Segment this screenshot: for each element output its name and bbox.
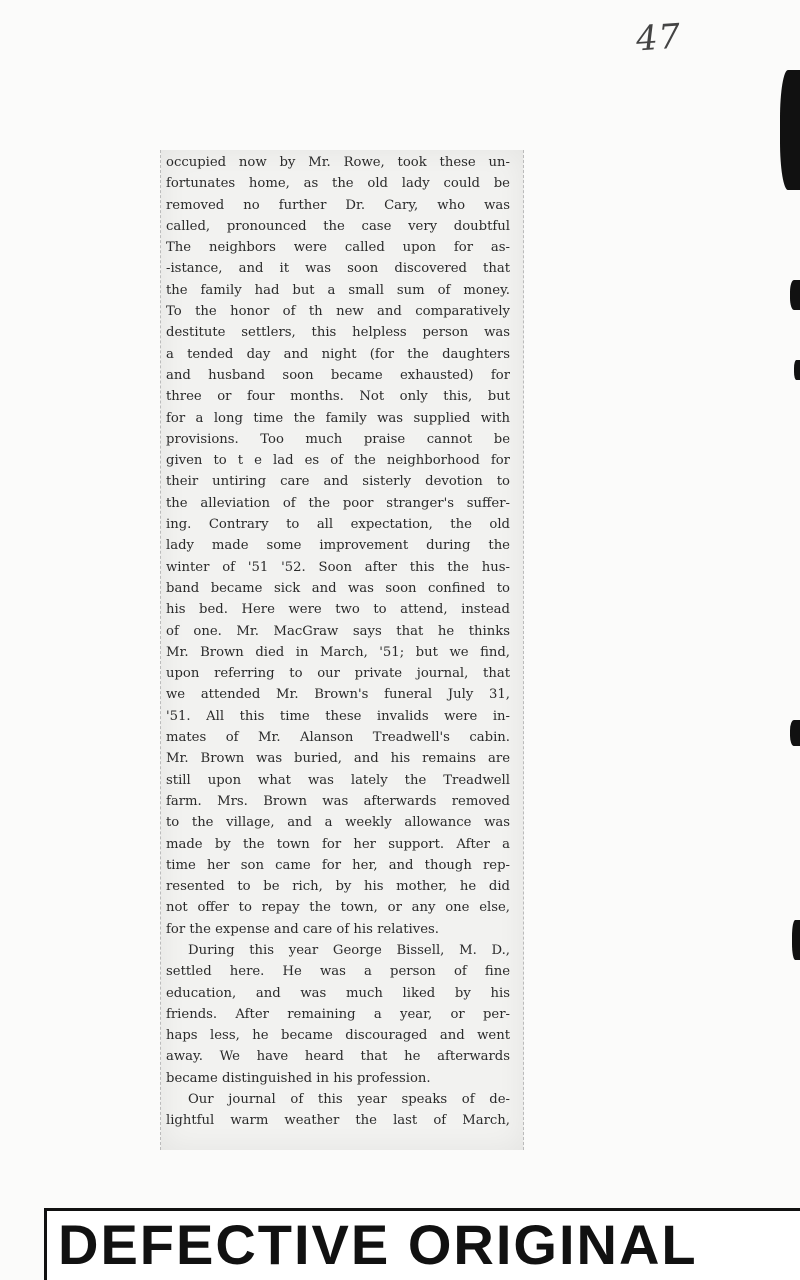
article-line: To the honor of th new and comparatively — [166, 304, 510, 320]
article-line: mates of Mr. Alanson Treadwell's cabin. — [166, 730, 510, 746]
article-line: During this year George Bissell, M. D., — [188, 942, 510, 958]
article-line: for a long time the family was supplied with — [166, 410, 510, 426]
article-line: occupied now by Mr. Rowe, took these un- — [166, 155, 510, 170]
article-line: destitute settlers, this helpless person was — [166, 325, 510, 341]
article-line: lightful warm weather the last of March, — [166, 1113, 510, 1129]
article-line: still upon what was lately the Treadwell — [166, 772, 510, 788]
article-line: resented to be rich, by his mother, he did — [166, 879, 510, 895]
article-line: winter of '51 '52. Soon after this the hus- — [166, 559, 510, 575]
article-line: band became sick and was soon confined to — [166, 580, 510, 596]
article-line: of one. Mr. MacGraw says that he thinks — [166, 623, 510, 639]
article-line: '51. All this time these invalids were in- — [166, 708, 510, 724]
article-line: friends. After remaining a year, or per- — [166, 1006, 510, 1022]
article-line: upon referring to our private journal, that — [166, 666, 510, 682]
article-line: their untiring care and sisterly devotion to — [166, 474, 510, 490]
article-line: a tended day and night (for the daughters — [166, 346, 510, 362]
article-line: to the village, and a weekly allowance was — [166, 815, 510, 831]
article-line: education, and was much liked by his — [166, 985, 510, 1001]
article-line: his bed. Here were two to attend, instead — [166, 602, 510, 618]
article-line: farm. Mrs. Brown was afterwards removed — [166, 793, 510, 809]
article-line: given to t e lad es of the neighborhood for — [166, 453, 510, 469]
article-line: became distinguished in his profession. — [166, 1070, 431, 1086]
article-line: Mr. Brown was buried, and his remains are — [166, 751, 510, 767]
defective-original-label: DEFECTIVE ORIGINAL — [58, 1213, 698, 1276]
page-edge-shadow — [778, 60, 800, 1060]
article-line: Mr. Brown died in March, '51; but we find, — [166, 644, 510, 660]
article-line: lady made some improvement during the — [166, 538, 510, 554]
article-line: settled here. He was a person of fine — [166, 964, 510, 980]
article-line: provisions. Too much praise cannot be — [166, 431, 510, 447]
page-number: 47 — [634, 16, 683, 60]
article-line: called, pronounced the case very doubtful — [166, 218, 510, 234]
article-line: the family had but a small sum of money. — [166, 282, 510, 298]
article-line: not offer to repay the town, or any one else, — [166, 900, 510, 916]
article-line: time her son came for her, and though rep- — [166, 857, 510, 873]
article-line: we attended Mr. Brown's funeral July 31, — [166, 687, 510, 703]
article-line: the alleviation of the poor stranger's suffer- — [166, 495, 510, 511]
article-line: removed no further Dr. Cary, who was — [166, 197, 510, 213]
article-line: three or four months. Not only this, but — [166, 389, 510, 405]
article-column — [166, 152, 510, 1132]
article-line: haps less, he became discouraged and went — [166, 1028, 510, 1044]
article-line: away. We have heard that he afterwards — [166, 1049, 510, 1065]
article-line: and husband soon became exhausted) for — [166, 367, 510, 383]
article-line: for the expense and care of his relatives. — [166, 921, 439, 937]
article-line: made by the town for her support. After a — [166, 836, 510, 852]
article-line: Our journal of this year speaks of de- — [188, 1092, 510, 1108]
article-line: -istance, and it was soon discovered that — [166, 261, 510, 277]
article-line: The neighbors were called upon for as- — [166, 240, 510, 256]
article-line: ing. Contrary to all expectation, the old — [166, 517, 510, 533]
article-line: fortunates home, as the old lady could be — [166, 176, 510, 192]
